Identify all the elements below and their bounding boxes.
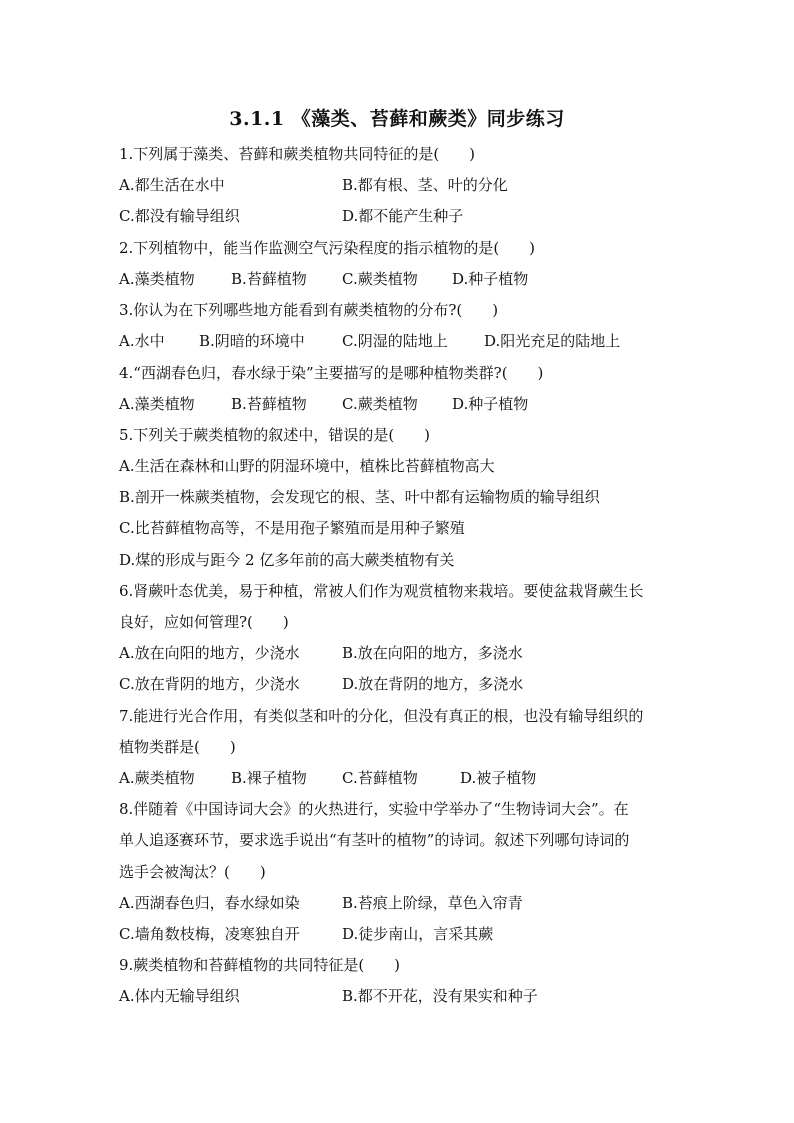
question-6-option-a: A.放在向阳的地方，少浇水	[119, 644, 300, 662]
question-4-option-a: A.藻类植物	[119, 395, 195, 413]
question-7-stem-line-2: 植物类群是( )	[119, 738, 236, 756]
question-4-option-d: D.种子植物	[452, 395, 529, 413]
question-7-option-d: D.被子植物	[460, 769, 537, 787]
question-6-stem-line-1: 6.肾蕨叶态优美，易于种植，常被人们作为观赏植物来栽培。要使盆栽肾蕨生长	[119, 582, 644, 600]
question-8-option-a: A.西湖春色归，春水绿如染	[119, 894, 300, 912]
question-1-option-d: D.都不能产生种子	[342, 207, 464, 225]
question-8-option-b: B.苔痕上阶绿，草色入帘青	[342, 894, 523, 912]
question-2-option-a: A.藻类植物	[119, 270, 195, 288]
question-5-stem: 5.下列关于蕨类植物的叙述中，错误的是( )	[119, 426, 431, 444]
question-8-stem-line-3: 选手会被淘汰？( )	[119, 863, 266, 881]
question-2-option-b: B.苔藓植物	[231, 270, 307, 288]
question-7-stem-line-1: 7.能进行光合作用，有类似茎和叶的分化，但没有真正的根，也没有输导组织的	[119, 707, 644, 725]
question-7-option-c: C.苔藓植物	[342, 769, 418, 787]
question-5-option-a: A.生活在森林和山野的阴湿环境中，植株比苔藓植物高大	[119, 457, 495, 475]
question-1-option-a: A.都生活在水中	[119, 176, 225, 194]
question-8-stem-line-1: 8.伴随着《中国诗词大会》的火热进行，实验中学举办了“生物诗词大会”。在	[119, 800, 629, 818]
question-3-stem: 3.你认为在下列哪些地方能看到有蕨类植物的分布?( )	[119, 301, 499, 319]
question-5-option-d: D.煤的形成与距今 2 亿多年前的高大蕨类植物有关	[119, 551, 455, 569]
question-6-option-c: C.放在背阴的地方，少浇水	[119, 675, 300, 693]
question-1-stem: 1.下列属于藻类、苔藓和蕨类植物共同特征的是( )	[119, 145, 476, 163]
question-4-stem: 4.“西湖春色归，春水绿于染”主要描写的是哪种植物类群?( )	[119, 364, 544, 382]
question-9-stem: 9.蕨类植物和苔藓植物的共同特征是( )	[119, 956, 401, 974]
question-1-option-b: B.都有根、茎、叶的分化	[342, 176, 508, 194]
question-5-option-b: B.剖开一株蕨类植物，会发现它的根、茎、叶中都有运输物质的输导组织	[119, 488, 600, 506]
question-4-option-b: B.苔藓植物	[231, 395, 307, 413]
question-8-stem-line-2: 单人追逐赛环节，要求选手说出“有茎叶的植物”的诗词。叙述下列哪句诗词的	[119, 831, 630, 849]
question-6-option-b: B.放在向阳的地方，多浇水	[342, 644, 523, 662]
question-6-stem-line-2: 良好，应如何管理?( )	[119, 613, 289, 631]
question-3-option-d: D.阳光充足的陆地上	[484, 332, 621, 350]
question-1-option-c: C.都没有输导组织	[119, 207, 240, 225]
question-9-option-a: A.体内无输导组织	[119, 987, 240, 1005]
question-9-option-b: B.都不开花，没有果实和种子	[342, 987, 538, 1005]
question-8-option-c: C.墙角数枝梅，凌寒独自开	[119, 925, 300, 943]
question-3-option-a: A.水中	[119, 332, 165, 350]
question-8-option-d: D.徒步南山，言采其蕨	[342, 925, 494, 943]
question-5-option-c: C.比苔藓植物高等，不是用孢子繁殖而是用种子繁殖	[119, 519, 465, 537]
question-2-option-d: D.种子植物	[452, 270, 529, 288]
question-6-option-d: D.放在背阴的地方，多浇水	[342, 675, 524, 693]
question-2-stem: 2.下列植物中，能当作监测空气污染程度的指示植物的是( )	[119, 239, 536, 257]
question-7-option-b: B.裸子植物	[231, 769, 307, 787]
question-2-option-c: C.蕨类植物	[342, 270, 418, 288]
question-3-option-b: B.阴暗的环境中	[199, 332, 305, 350]
question-4-option-c: C.蕨类植物	[342, 395, 418, 413]
page-title: 3.1.1 《藻类、苔藓和蕨类》同步练习	[229, 108, 565, 130]
question-3-option-c: C.阴湿的陆地上	[342, 332, 448, 350]
question-7-option-a: A.蕨类植物	[119, 769, 195, 787]
